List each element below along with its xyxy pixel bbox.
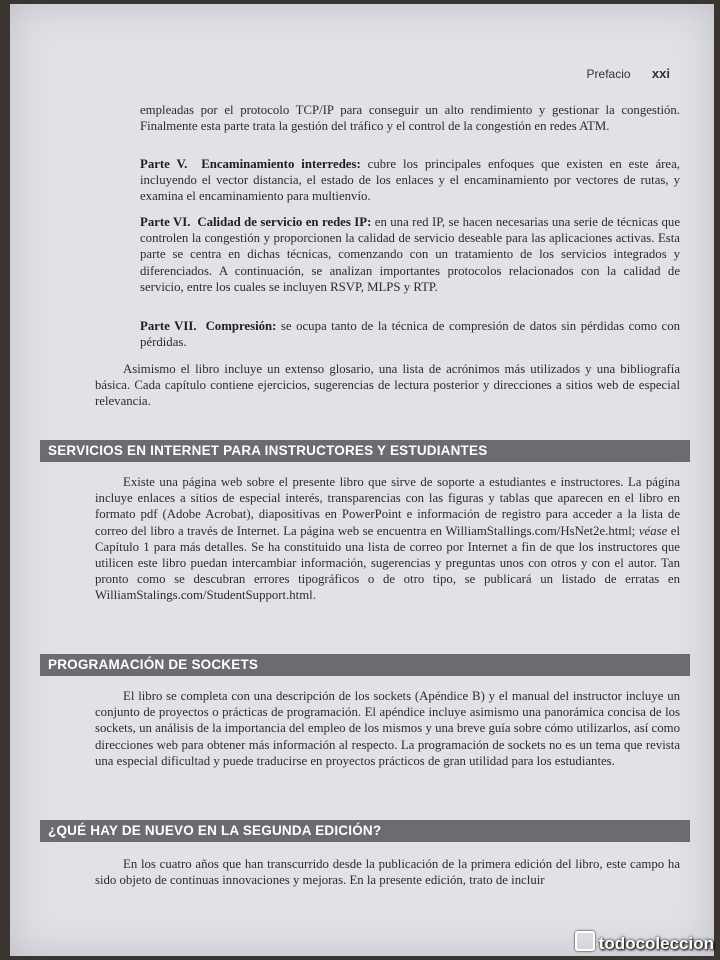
internet-services-emphasis: véase [638,523,668,538]
watermark-icon [575,931,595,951]
section-heading-whats-new: ¿QUÉ HAY DE NUEVO EN LA SEGUNDA EDICIÓN? [40,820,690,842]
part-vi-title: Calidad de servicio en redes IP: [197,215,372,229]
part-vii-paragraph [140,318,680,350]
part-vii-label: Parte VII. [140,319,197,333]
part-vii-title: Compresión: [205,319,277,333]
closing-paragraph: Asimismo el libro incluye un extenso glosario, una lista de acrónimos más utilizados y una bibliografía básica. Cada capítulo contiene ejercicios, sugerencias de lectura posterior y direcciones a sitios web de especial relevancia. [95,362,680,409]
internet-services-text-1: Existe una página web sobre el presente libro que sirve de soporte a estudiantes e instructores. La página incluye enlaces a sitios de especial interés, transparencias con las figuras y tablas que aparecen en el libro en formato pdf (Adobe Acrobat), diapositivas en PowerPoint e información de registro para acceder a la lista de correo del libro a través de Internet. La página web se encuentra en WilliamStallings.com/HsNet2e.html; [95,475,680,538]
running-header-section: Prefacio [586,67,631,81]
watermark-logo [575,931,714,954]
internet-services-body [95,474,680,604]
part-v-paragraph [140,156,680,205]
running-header [587,66,670,81]
intro-continuation: empleadas por el protocolo TCP/IP para conseguir un alto rendimiento y gestionar la congestión. Finalmente esta parte trata la gestión del tráfico y el control de la congestión en redes ATM. [140,103,680,134]
sockets-body: El libro se completa con una descripción de los sockets (Apéndice B) y el manual del instructor incluye un conjunto de proyectos o prácticas de programación. El apéndice incluye asimismo una panorámica concisa de los sockets, un análisis de la importancia del empleo de los mismos y una breve guía sobre cómo utilizarlos, así como direcciones web para obtener más información al respecto. La programación de sockets no es un tema que revista una especial dificultad y puede traducirse en proyectos prácticos de gran utilidad para los estudiantes. [95,689,680,768]
watermark-text: todocoleccion [598,934,714,953]
part-vii-text: se ocupa tanto de la técnica de compresión de datos sin pérdidas como con pérdidas. [140,319,680,350]
part-v-label: Parte V. [140,157,188,171]
part-vi-paragraph [140,214,680,295]
section-heading-sockets: PROGRAMACIÓN DE SOCKETS [40,654,690,676]
part-vi-label: Parte VI. [140,215,191,229]
internet-services-text-2: el Capítulo 1 para más detalles. Se ha constituido una lista de correo por Internet a fin de que los instructores que utilicen este libro puedan intercambiar información, sugerencias y preguntas unos con otros y con el autor. Tan pronto como se descubran errores tipográficos o de otro tipo, se publicará un listado de erratas en WilliamStalings.com/StudentSupport.html. [95,523,680,603]
page-number: xxi [651,66,670,81]
book-page [10,4,714,956]
part-vi-text: en una red IP, se hacen necesarias una serie de técnicas que controlen la congestión y proporcionen la calidad de servicio deseable para las aplicaciones activas. Esta parte se centra en dichas técnicas, comenzando con un tratamiento de los servicios integrados y diferenciados. A continuación, se analizan importantes protocolos relacionados con la calidad de servicio, entre los cuales se incluyen RSVP, MLPS y RTP. [140,215,680,294]
part-v-text: cubre los principales enfoques que existen en este área, incluyendo el vector distancia, el estado de los enlaces y el encaminamiento por vectores de rutas, y examina el encaminamiento para multienvío. [140,157,680,204]
part-v-title: Encaminamiento interredes: [201,157,361,171]
section-heading-internet-services: SERVICIOS EN INTERNET PARA INSTRUCTORES Y ESTUDIANTES [40,440,690,462]
whats-new-body: En los cuatro años que han transcurrido desde la publicación de la primera edición del libro, este campo ha sido objeto de continuas innovaciones y mejoras. En la presente edición, trato de incluir [95,857,680,888]
